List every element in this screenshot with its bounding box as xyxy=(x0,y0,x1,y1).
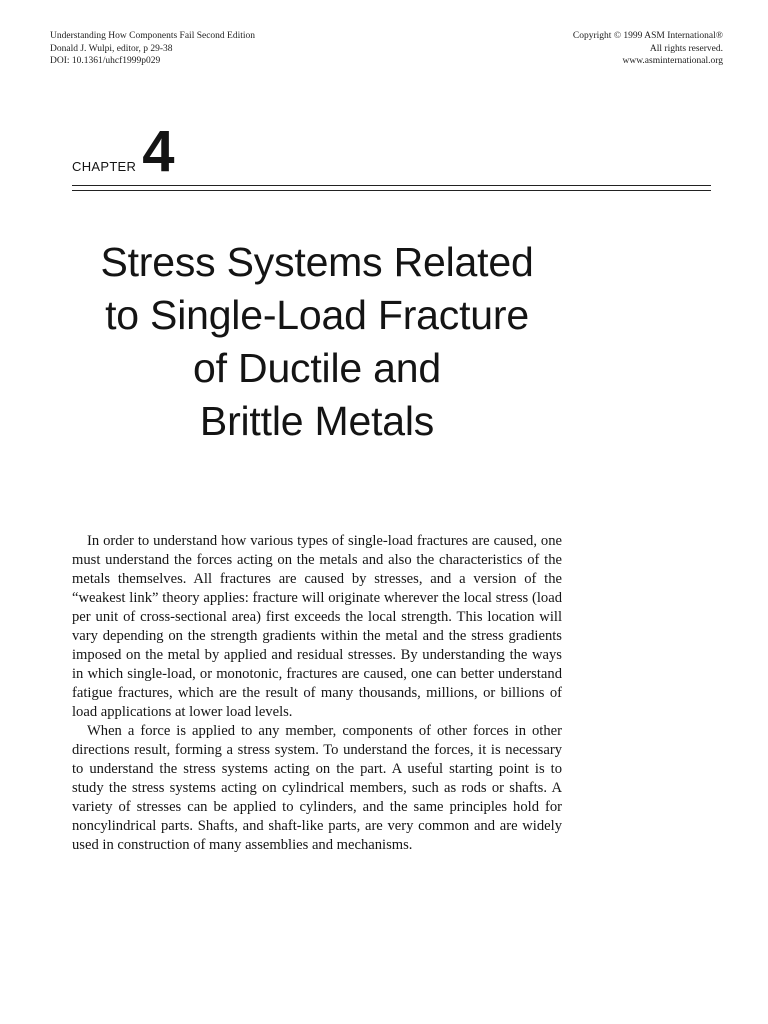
chapter-divider-top xyxy=(72,185,711,186)
chapter-number: 4 xyxy=(142,119,175,184)
book-title-line: Understanding How Components Fail Second Edition xyxy=(50,31,256,41)
title-line: Brittle Metals xyxy=(199,398,435,444)
chapter-divider-bottom xyxy=(72,190,711,191)
doi-line: DOI: 10.1361/uhcf1999p029 xyxy=(50,56,161,66)
rights-line: All rights reserved. xyxy=(649,43,723,54)
body-text xyxy=(72,532,562,855)
chapter-title xyxy=(72,236,562,448)
title-line: of Ductile and xyxy=(193,345,441,391)
paragraph: In order to understand how various types of single-load fractures are caused, one must understand the forces acting on the metals and also the characteristics of the metals themselves. All fractures are caused by stresses, and a version of the “weakest link” theory applies: fracture will originate wherever the local stress (load per unit of cross-sectional area) first exceeds the local strength. This location will vary depending on the strength gradients within the metal and the stress gradients imposed on the metal by applied and residual stresses. By understanding the ways in which single-load, or monotonic, fractures are caused, one can better understand fatigue fractures, which are the result of many thousands, millions, or billions of load applications at lower load levels. xyxy=(72,533,562,720)
paragraph: When a force is applied to any member, components of other forces in other directions result, forming a stress system. To understand the forces, it is necessary to understand the stress systems acting on the part. A useful starting point is to study the stress systems acting on cylindrical members, such as rods or shafts. A variety of stresses can be applied to cylinders, and the same principles hold for noncylindrical parts. Shafts, and shaft-like parts, are very common and are widely used in construction of many assemblies and mechanisms. xyxy=(72,723,562,853)
copyright-header xyxy=(573,30,723,68)
title-line: Stress Systems Related xyxy=(100,239,534,285)
citation-header xyxy=(50,30,255,68)
copyright-line: Copyright © 1999 ASM International® xyxy=(572,31,723,41)
editor-line: Donald J. Wulpi, editor, p 29-38 xyxy=(50,43,173,54)
chapter-heading xyxy=(72,118,175,184)
chapter-label: CHAPTER xyxy=(72,159,137,174)
title-line: to Single-Load Fracture xyxy=(105,292,529,338)
website-line: www.asminternational.org xyxy=(622,56,723,66)
